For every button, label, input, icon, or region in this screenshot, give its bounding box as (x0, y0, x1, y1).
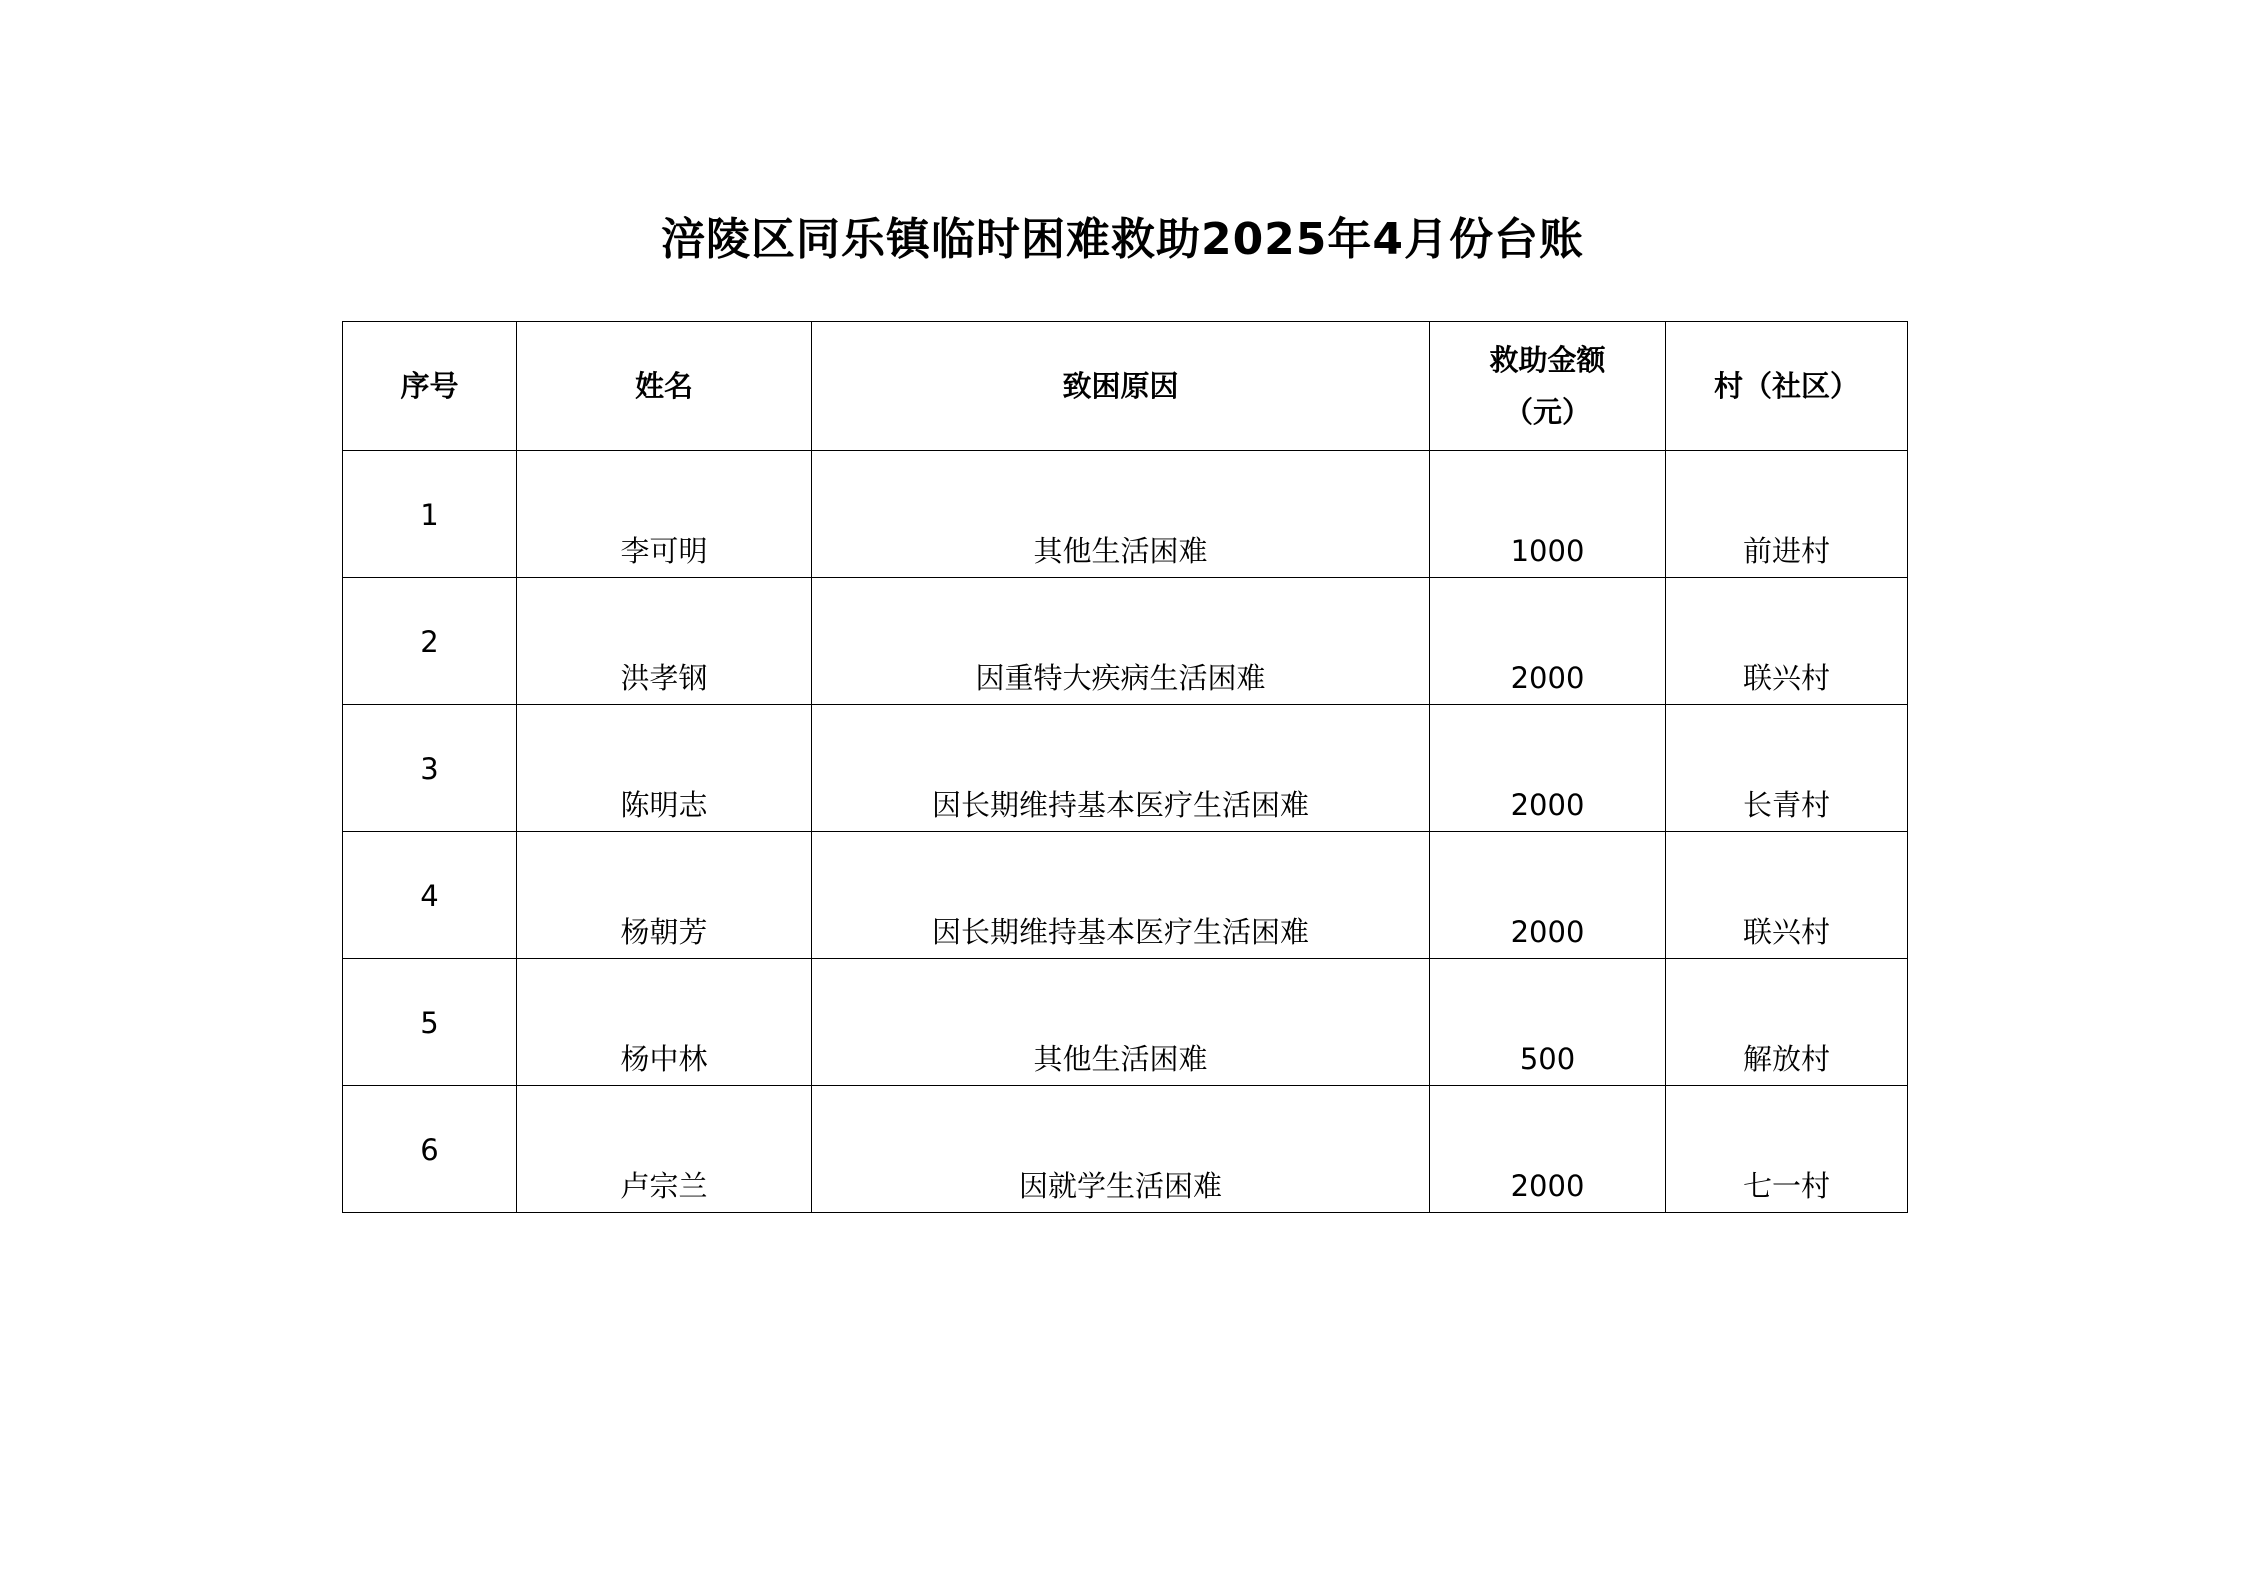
cell-name (517, 705, 812, 832)
reason-value: 其他生活困难 (1033, 1042, 1208, 1076)
header-village: 村（社区） (1666, 322, 1908, 451)
reason-value: 因就学生活困难 (1018, 1169, 1222, 1203)
cell-name (517, 959, 812, 1086)
cell-seq (343, 1086, 517, 1213)
cell-reason (812, 959, 1430, 1086)
table-row (343, 1086, 1908, 1213)
table-row (343, 832, 1908, 959)
cell-village (1666, 832, 1908, 959)
cell-village (1666, 959, 1908, 1086)
header-amount-label: 救助金额 (1489, 343, 1606, 377)
cell-name (517, 832, 812, 959)
village-value: 长青村 (1742, 788, 1830, 822)
table-row (343, 705, 1908, 832)
seq-value: 2 (420, 625, 439, 659)
amount-value: 500 (1519, 1042, 1576, 1076)
amount-value: 2000 (1510, 1169, 1585, 1203)
amount-value: 2000 (1510, 788, 1585, 822)
name-value: 李可明 (620, 534, 708, 568)
table-row (343, 959, 1908, 1086)
reason-value: 因重特大疾病生活困难 (975, 661, 1266, 695)
table-row (343, 578, 1908, 705)
document-title: 涪陵区同乐镇临时困难救助2025年4月份台账 (660, 214, 1585, 265)
cell-reason (812, 451, 1430, 578)
cell-village (1666, 578, 1908, 705)
village-value: 联兴村 (1742, 661, 1830, 695)
cell-seq (343, 959, 517, 1086)
cell-village (1666, 451, 1908, 578)
header-seq: 序号 (343, 322, 517, 451)
table-header-row (343, 322, 1908, 451)
village-value: 解放村 (1742, 1042, 1830, 1076)
name-value: 陈明志 (620, 788, 708, 822)
header-reason: 致困原因 (812, 322, 1430, 451)
amount-value: 2000 (1510, 915, 1585, 949)
header-name: 姓名 (517, 322, 812, 451)
cell-seq (343, 705, 517, 832)
cell-amount (1430, 832, 1666, 959)
seq-value: 3 (420, 752, 439, 786)
cell-village (1666, 705, 1908, 832)
amount-value: 1000 (1510, 534, 1585, 568)
cell-village (1666, 1086, 1908, 1213)
name-value: 卢宗兰 (620, 1169, 708, 1203)
table-row (343, 451, 1908, 578)
cell-name (517, 1086, 812, 1213)
name-value: 杨中林 (620, 1042, 708, 1076)
name-value: 洪孝钢 (620, 661, 708, 695)
cell-name (517, 578, 812, 705)
reason-value: 因长期维持基本医疗生活困难 (931, 915, 1309, 949)
cell-reason (812, 832, 1430, 959)
header-amount (1430, 322, 1666, 451)
header-amount-unit: （元） (1503, 395, 1591, 429)
cell-amount (1430, 578, 1666, 705)
village-value: 七一村 (1742, 1169, 1830, 1203)
seq-value: 5 (420, 1006, 439, 1040)
village-value: 联兴村 (1742, 915, 1830, 949)
cell-seq (343, 578, 517, 705)
reason-value: 因长期维持基本医疗生活困难 (931, 788, 1309, 822)
cell-amount (1430, 705, 1666, 832)
seq-value: 4 (420, 879, 439, 913)
cell-reason (812, 1086, 1430, 1213)
cell-name (517, 451, 812, 578)
cell-reason (812, 578, 1430, 705)
reason-value: 其他生活困难 (1033, 534, 1208, 568)
cell-amount (1430, 451, 1666, 578)
cell-amount (1430, 959, 1666, 1086)
name-value: 杨朝芳 (620, 915, 708, 949)
seq-value: 6 (420, 1133, 439, 1167)
cell-reason (812, 705, 1430, 832)
cell-seq (343, 832, 517, 959)
village-value: 前进村 (1742, 534, 1830, 568)
amount-value: 2000 (1510, 661, 1585, 695)
assistance-ledger-table (342, 321, 1908, 1213)
cell-amount (1430, 1086, 1666, 1213)
cell-seq (343, 451, 517, 578)
seq-value: 1 (420, 498, 439, 532)
